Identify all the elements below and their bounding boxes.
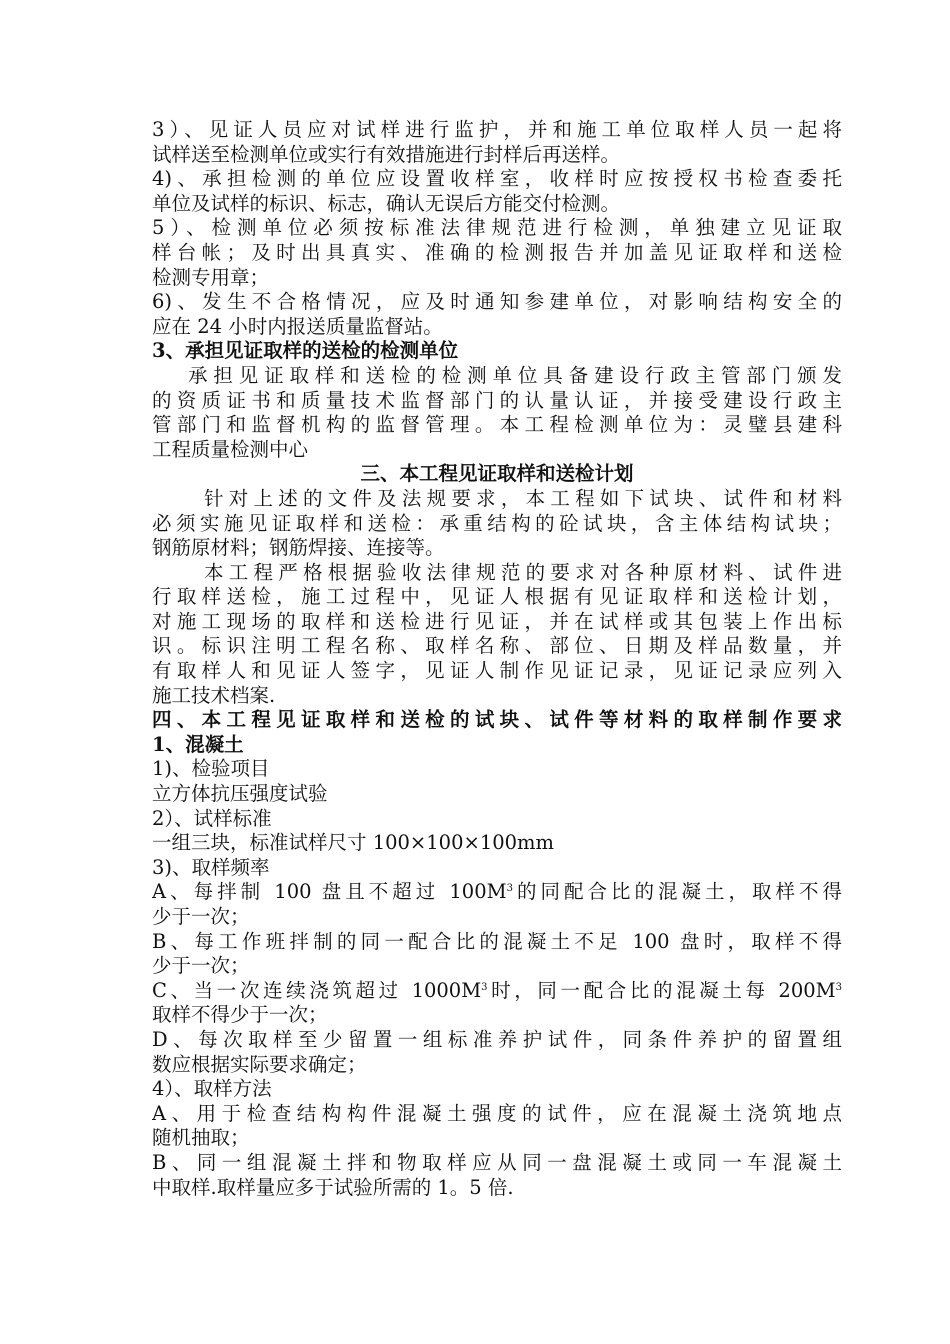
text-line: 应在 24 小时内报送质量监督站。 [152,314,443,338]
text-line: A、用于检查结构构件混凝土强度的试件，应在混凝土浇筑地点 [152,1101,842,1125]
text-line: 对施工现场的取样和送检进行见证，并在试样或其包装上作出标 [152,609,842,633]
text-line [152,979,842,1004]
superscript: 3 [506,883,513,895]
text-line: 4）、取样方法 [152,1077,272,1101]
text-line: 样台帐；及时出具真实、准确的检测报告并加盖见证取样和送检 [152,240,842,264]
text-line: 检测专用章； [152,265,270,289]
text-fragment: C、当一次连续浇筑超过 1000M [152,978,482,1002]
section-heading: 3、承担见证取样的送检的检测单位 [152,339,459,363]
text-fragment: 的同配合比的混凝土，取样不得 [512,880,842,904]
text-line: 取样不得少于一次； [152,1003,328,1027]
document-page [152,118,842,1200]
text-line: 单位及试样的标识、标志，确认无误后方能交付检测。 [152,191,621,215]
text-line: 数应根据实际要求确定； [152,1052,367,1076]
text-line: 行取样送检，施工过程中，见证人根据有见证取样和送检计划， [152,585,842,609]
text-line: 一组三块，标准试样尺寸 100×100×100mm [152,831,555,855]
text-line: 少于一次； [152,954,250,978]
text-line: 有取样人和见证人签字，见证人制作见证记录，见证记录应列入 [152,659,842,683]
text-fragment: 时，同一配合比的混凝土每 200M [487,978,836,1002]
text-line: 5）、检测单位必须按标准法律规范进行检测，单独建立见证取 [152,216,842,240]
text-line: 工程质量检测中心 [152,437,309,461]
text-line: 的资质证书和质量技术监督部门的认量认证，并接受建设行政主 [152,388,842,412]
text-line: 立方体抗压强度试验 [152,782,328,806]
text-line: 钢筋原材料；钢筋焊接、连接等。 [152,536,445,560]
text-line: 3）、见证人员应对试样进行监护，并和施工单位取样人员一起将 [152,118,842,141]
chapter-heading: 三、本工程见证取样和送检计划 [360,462,634,486]
text-line: 2）、试样标准 [152,806,272,830]
text-line: 管部门和监督机构的监督管理。本工程检测单位为：灵璧县建科 [152,413,842,437]
text-line: 随机抽取； [152,1126,250,1150]
text-line: B、每工作班拌制的同一配合比的混凝土不足 100 盘时，取样不得 [152,929,842,953]
text-line: 试样送至检测单位或实行有效措施进行封样后再送样。 [152,142,621,166]
text-line: 1)、检验项目 [152,757,270,781]
text-line: 6)、发生不合格情况，应及时通知参建单位，对影响结构安全的 [152,290,842,314]
section-heading: 1、混凝土 [152,732,244,756]
text-line: 少于一次； [152,905,250,928]
text-line: D、每次取样至少留置一组标准养护试件，同条件养护的留置组 [152,1027,842,1051]
text-line: 针对上述的文件及法规要求，本工程如下试块、试件和材料 [204,486,842,510]
text-line: 4)、承担检测的单位应设置收样室，收样时应按授权书检查委托 [152,167,842,191]
text-line: B、同一组混凝土拌和物取样应从同一盘混凝土或同一车混凝土 [152,1150,842,1174]
chapter-heading: 四、本工程见证取样和送检的试块、试件等材料的取样制作要求 [152,708,842,732]
superscript: 3 [835,981,842,993]
text-line: 本工程严格根据验收法律规范的要求对各种原材料、试件进 [204,560,842,584]
text-line: 3)、取样频率 [152,855,270,879]
text-line: 中取样.取样量应多于试验所需的 1。5 倍. [152,1175,514,1199]
text-line [152,880,842,905]
text-line: 承担见证取样和送检的检测单位具备建设行政主管部门颁发 [188,363,842,387]
text-fragment: A、每拌制 100 盘且不超过 100M [152,880,507,904]
text-line: 施工技术档案. [152,683,276,707]
text-line: 识。标识注明工程名称、取样名称、部位、日期及样品数量，并 [152,634,842,658]
superscript: 3 [481,981,488,993]
text-line: 必须实施见证取样和送检：承重结构的砼试块，含主体结构试块； [152,511,842,535]
